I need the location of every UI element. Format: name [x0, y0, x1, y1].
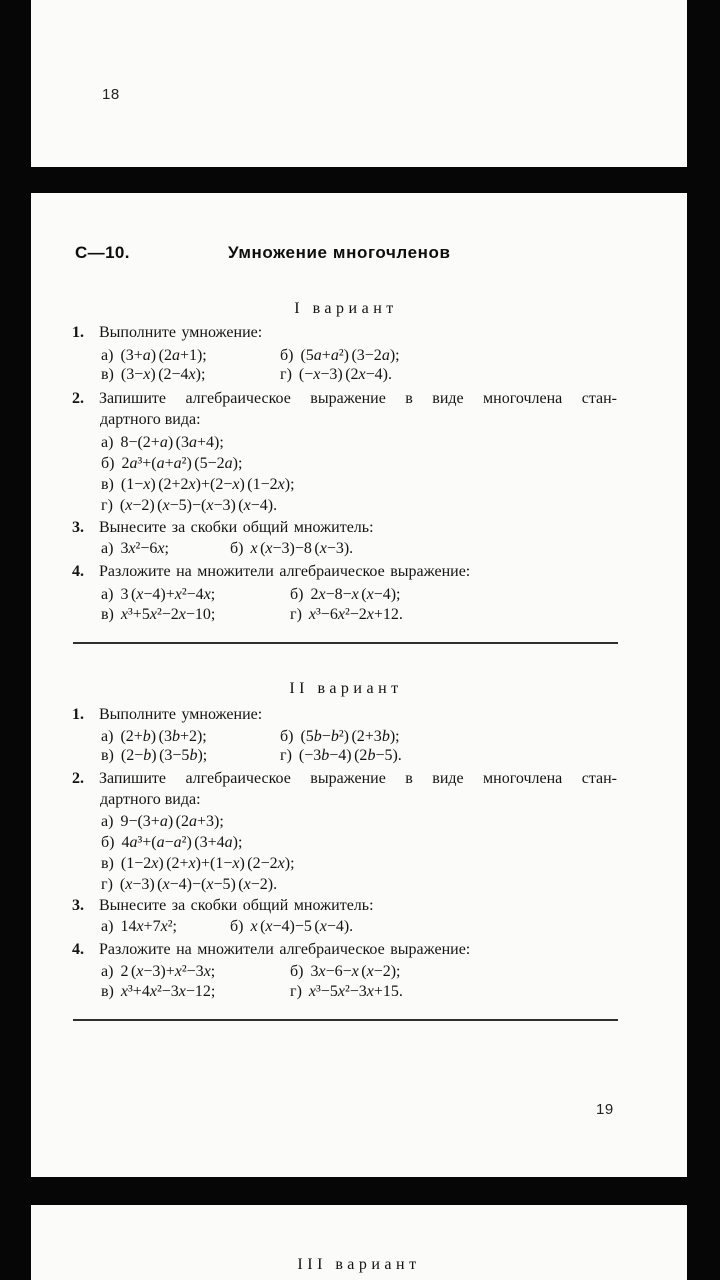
problem-text: Выполните умножение: [99, 706, 263, 723]
v2-p2-item-g [31, 875, 687, 895]
exercise-item: б) (5a+a²) (3−2a); [280, 347, 400, 364]
problem-number: 1. [72, 706, 84, 723]
exercise-item: г) x³−6x²−2x+12. [290, 606, 403, 623]
variant-1-heading: I вариант [294, 300, 398, 317]
v2-p3-row [31, 917, 687, 937]
v1-problem-2-heading-line2: дартного вида: [100, 411, 201, 428]
v2-problem-1-heading [72, 705, 262, 725]
v1-p2-item-a [31, 433, 687, 453]
exercise-item: а) (3+a) (2a+1); [101, 347, 207, 364]
exercise-item: б) 3x−6−x (x−2); [290, 963, 401, 980]
v2-p4-row2 [31, 982, 687, 1002]
exercise-item: а) 14x+7x²; [101, 918, 177, 935]
v2-p1-row2 [31, 746, 687, 766]
exercise-item: а) 9−(3+a) (2a+3); [101, 813, 224, 830]
v2-p4-row1 [31, 962, 687, 982]
page-number: 19 [596, 1101, 614, 1118]
exercise-item: г) (x−2) (x−5)−(x−3) (x−4). [101, 497, 278, 514]
problem-number: 3. [72, 519, 84, 536]
v1-p1-row2 [31, 365, 687, 385]
exercise-item: в) (2−b) (3−5b); [101, 747, 208, 764]
variant-divider [73, 642, 618, 644]
v2-problem-2-heading-line2: дартного вида: [100, 791, 201, 808]
v1-problem-3-heading [72, 518, 374, 538]
exercise-item: б) x (x−4)−5 (x−4). [230, 918, 354, 935]
problem-number: 3. [72, 897, 84, 914]
v2-p2-item-b [31, 833, 687, 853]
problem-number: 4. [72, 941, 84, 958]
exercise-item: б) (5b−b²) (2+3b); [280, 728, 400, 745]
v2-p1-row1 [31, 727, 687, 747]
v1-p3-row [31, 539, 687, 559]
v1-problem-1-heading [72, 323, 262, 343]
problem-number: 4. [72, 563, 84, 580]
problem-text: Разложите на множители алгебраическое выражение: [99, 563, 471, 580]
problem-text: Запишите алгебраическое выражение в виде многочлена стан- [99, 770, 617, 787]
next-page [31, 1205, 687, 1280]
exercise-item: а) 2 (x−3)+x²−3x; [101, 963, 216, 980]
problem-text: Разложите на множители алгебраическое выражение: [99, 941, 471, 958]
exercise-item: а) 3 (x−4)+x²−4x; [101, 586, 216, 603]
exercise-item: в) (1−2x) (2+x)+(1−x) (2−2x); [101, 855, 295, 872]
variant-2-heading: II вариант [289, 680, 403, 697]
problem-text: Вынесите за скобки общий множитель: [99, 897, 374, 914]
problem-text: Вынесите за скобки общий множитель: [99, 519, 374, 536]
exercise-item: г) (−3b−4) (2b−5). [280, 747, 402, 764]
exercise-item: г) x³−5x²−3x+15. [290, 983, 403, 1000]
exercise-item: б) 2x−8−x (x−4); [290, 586, 401, 603]
exercise-item: г) (−x−3) (2x−4). [280, 366, 393, 383]
v2-problem-2-heading [72, 769, 617, 789]
exercise-item: г) (x−3) (x−4)−(x−5) (x−2). [101, 876, 278, 893]
exercise-item: б) x (x−3)−8 (x−3). [230, 540, 354, 557]
exercise-item: а) 3x²−6x; [101, 540, 169, 557]
footer-divider [73, 1019, 618, 1021]
problem-text: Выполните умножение: [99, 324, 263, 341]
exercise-item: а) (2+b) (3b+2); [101, 728, 207, 745]
exercise-item: в) (3−x) (2−4x); [101, 366, 206, 383]
v1-p4-row2 [31, 605, 687, 625]
exercise-item: в) x³+5x²−2x−10; [101, 606, 216, 623]
page-number: 18 [102, 86, 120, 103]
v1-problem-2-heading [72, 389, 617, 409]
exercise-item: в) x³+4x²−3x−12; [101, 983, 216, 1000]
previous-page [31, 0, 687, 167]
worksheet-page [31, 193, 687, 1177]
v1-p2-item-b [31, 454, 687, 474]
v1-problem-4-heading [72, 562, 470, 582]
v2-problem-4-heading [72, 940, 470, 960]
exercise-item: б) 4a³+(a−a²) (3+4a); [101, 834, 243, 851]
exercise-item: б) 2a³+(a+a²) (5−2a); [101, 455, 243, 472]
v2-p2-item-v [31, 854, 687, 874]
v2-problem-3-heading [72, 896, 374, 916]
section-code: С—10. [75, 243, 130, 262]
exercise-item: а) 8−(2+a) (3a+4); [101, 434, 224, 451]
problem-number: 1. [72, 324, 84, 341]
section-title: Умножение многочленов [228, 243, 451, 262]
problem-number: 2. [72, 770, 84, 787]
v1-p2-item-g [31, 496, 687, 516]
v1-p2-item-v [31, 475, 687, 495]
problem-text: Запишите алгебраическое выражение в виде многочлена стан- [99, 390, 617, 407]
v2-p2-item-a [31, 812, 687, 832]
v1-p1-row1 [31, 346, 687, 366]
v1-p4-row1 [31, 585, 687, 605]
variant-3-heading: III вариант [297, 1256, 421, 1273]
problem-number: 2. [72, 390, 84, 407]
exercise-item: в) (1−x) (2+2x)+(2−x) (1−2x); [101, 476, 295, 493]
